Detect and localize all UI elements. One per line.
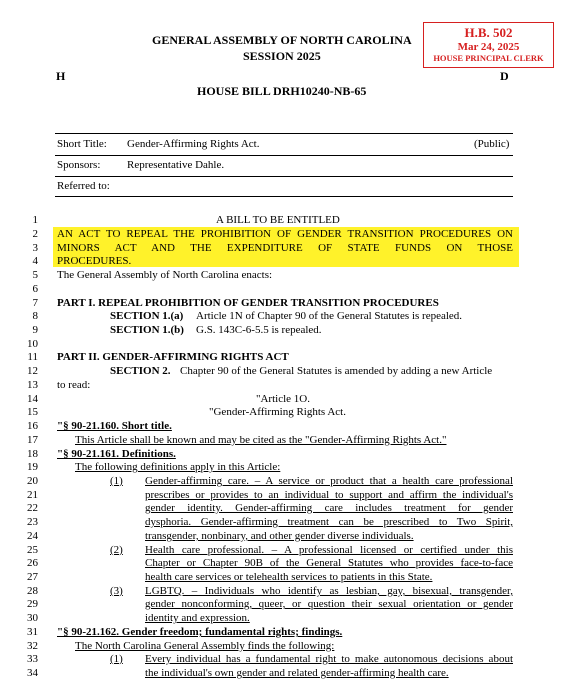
act-title-line: PROCEDURES. xyxy=(57,255,132,267)
line-number: 23 xyxy=(27,516,38,528)
enacting-clause: The General Assembly of North Carolina enacts: xyxy=(57,269,273,281)
line-number: 21 xyxy=(27,489,38,501)
section-label: SECTION 2. xyxy=(110,365,171,377)
session-label: SESSION 2025 xyxy=(243,49,321,63)
draft-letter: D xyxy=(500,69,509,83)
line-number: 3 xyxy=(32,242,38,254)
definition-line: health care services or telehealth services to patients in this State. xyxy=(145,571,433,583)
item-marker: (3) xyxy=(110,585,123,597)
meta-rule-2 xyxy=(55,176,513,177)
item-marker: (2) xyxy=(110,544,123,556)
line-number: 34 xyxy=(27,667,38,679)
short-title: Gender-Affirming Rights Act. xyxy=(127,138,260,150)
line-number: 20 xyxy=(27,475,38,487)
line-number: 32 xyxy=(27,640,38,652)
act-title-line: MINORS ACT AND THE EXPENDITURE OF STATE FUNDS ON THOSE xyxy=(57,242,513,254)
definition-line: gender identity. Gender-affirming care includes treatment for gender xyxy=(145,502,513,514)
stamp-date: Mar 24, 2025 xyxy=(457,41,520,53)
body-line: to read: xyxy=(57,379,91,391)
line-number: 19 xyxy=(27,461,38,473)
line-number: 15 xyxy=(27,406,38,418)
bill-heading: A BILL TO BE ENTITLED xyxy=(216,214,340,226)
stamp-bill-number: H.B. 502 xyxy=(464,25,513,40)
definition-line: Chapter or Chapter 90B of the General Statutes who provides face-to-face xyxy=(145,557,513,569)
section-text: G.S. 143C-6-5.5 is repealed. xyxy=(196,324,322,336)
statute-heading: "§ 90-21.162. Gender freedom; fundamental rights; findings. xyxy=(57,626,343,638)
line-number: 2 xyxy=(32,228,38,240)
line-number: 27 xyxy=(27,571,38,583)
definition-line: prescribes or provides to an individual to support and affirm the individual's xyxy=(145,489,513,501)
act-title-line: AN ACT TO REPEAL THE PROHIBITION OF GENDER TRANSITION PROCEDURES ON xyxy=(57,228,513,240)
assembly-title: GENERAL ASSEMBLY OF NORTH CAROLINA xyxy=(152,33,412,47)
chamber-letter: H xyxy=(56,69,66,83)
line-number: 4 xyxy=(32,255,38,267)
definition-line: gender nonconforming, queer, or question their sexual orientation or gender xyxy=(145,598,513,610)
line-number: 16 xyxy=(27,420,38,432)
item-marker: (1) xyxy=(110,653,123,665)
meta-bottom-rule xyxy=(55,196,513,197)
line-number: 5 xyxy=(32,269,38,281)
statute-text: The following definitions apply in this Article: xyxy=(75,461,281,473)
referred-label: Referred to: xyxy=(57,180,110,192)
part-heading: PART II. GENDER-AFFIRMING RIGHTS ACT xyxy=(57,351,289,363)
line-number: 31 xyxy=(27,626,38,638)
item-marker: (1) xyxy=(110,475,123,487)
line-number: 28 xyxy=(27,585,38,597)
statute-heading: "§ 90-21.161. Definitions. xyxy=(57,448,176,460)
line-number: 11 xyxy=(27,351,38,363)
line-number: 12 xyxy=(27,365,38,377)
bill-id: HOUSE BILL DRH10240-NB-65 xyxy=(197,84,367,98)
line-number: 13 xyxy=(27,379,38,391)
article-title: "Gender-Affirming Rights Act. xyxy=(209,406,346,418)
line-number: 29 xyxy=(27,598,38,610)
line-number: 18 xyxy=(27,448,38,460)
sponsors-label: Sponsors: xyxy=(57,159,101,171)
statute-text: This Article shall be known and may be cited as the "Gender-Affirming Rights Act." xyxy=(75,434,447,446)
line-number: 7 xyxy=(32,297,38,309)
definition-line: Health care professional. – A professional licensed or certified under this xyxy=(145,544,513,556)
definition-line: Gender-affirming care. – A service or product that a health care professional xyxy=(145,475,513,487)
short-title-label: Short Title: xyxy=(57,138,107,150)
stamp-clerk: HOUSE PRINCIPAL CLERK xyxy=(433,53,544,63)
statute-heading: "§ 90-21.160. Short title. xyxy=(57,420,172,432)
line-number: 17 xyxy=(27,434,38,446)
line-number: 14 xyxy=(27,393,38,405)
clerk-stamp xyxy=(423,22,554,68)
definition-line: identity and expression. xyxy=(145,612,250,624)
finding-line: the individual's own gender and related gender-affirming health care. xyxy=(145,667,449,679)
line-number: 22 xyxy=(27,502,38,514)
meta-rule-1 xyxy=(55,155,513,156)
line-number: 9 xyxy=(32,324,38,336)
line-number: 10 xyxy=(27,338,38,350)
definition-line: transgender, nonbinary, and other gender diverse individuals. xyxy=(145,530,414,542)
part-heading: PART I. REPEAL PROHIBITION OF GENDER TRANSITION PROCEDURES xyxy=(57,297,439,309)
line-number: 8 xyxy=(32,310,38,322)
line-number: 33 xyxy=(27,653,38,665)
finding-line: Every individual has a fundamental right to make autonomous decisions about xyxy=(145,653,513,665)
definition-line: dysphoria. Gender-affirming treatment can be prescribed to Two Spirit, xyxy=(145,516,513,528)
sponsors: Representative Dahle. xyxy=(127,159,225,171)
section-label: SECTION 1.(b) xyxy=(110,324,184,336)
section-text: Chapter 90 of the General Statutes is amended by adding a new Article xyxy=(180,365,493,377)
line-number: 6 xyxy=(32,283,38,295)
bill-type: (Public) xyxy=(474,138,510,150)
statute-text: The North Carolina General Assembly finds the following: xyxy=(75,640,335,652)
article-number: "Article 1O. xyxy=(256,393,310,405)
section-label: SECTION 1.(a) xyxy=(110,310,184,322)
line-number: 24 xyxy=(27,530,38,542)
definition-line: LGBTQ. – Individuals who identify as lesbian, gay, bisexual, transgender, xyxy=(145,585,513,597)
line-number: 30 xyxy=(27,612,38,624)
line-number: 1 xyxy=(32,214,38,226)
meta-top-rule xyxy=(55,133,513,134)
line-number: 26 xyxy=(27,557,38,569)
line-number: 25 xyxy=(27,544,38,556)
section-text: Article 1N of Chapter 90 of the General Statutes is repealed. xyxy=(196,310,463,322)
